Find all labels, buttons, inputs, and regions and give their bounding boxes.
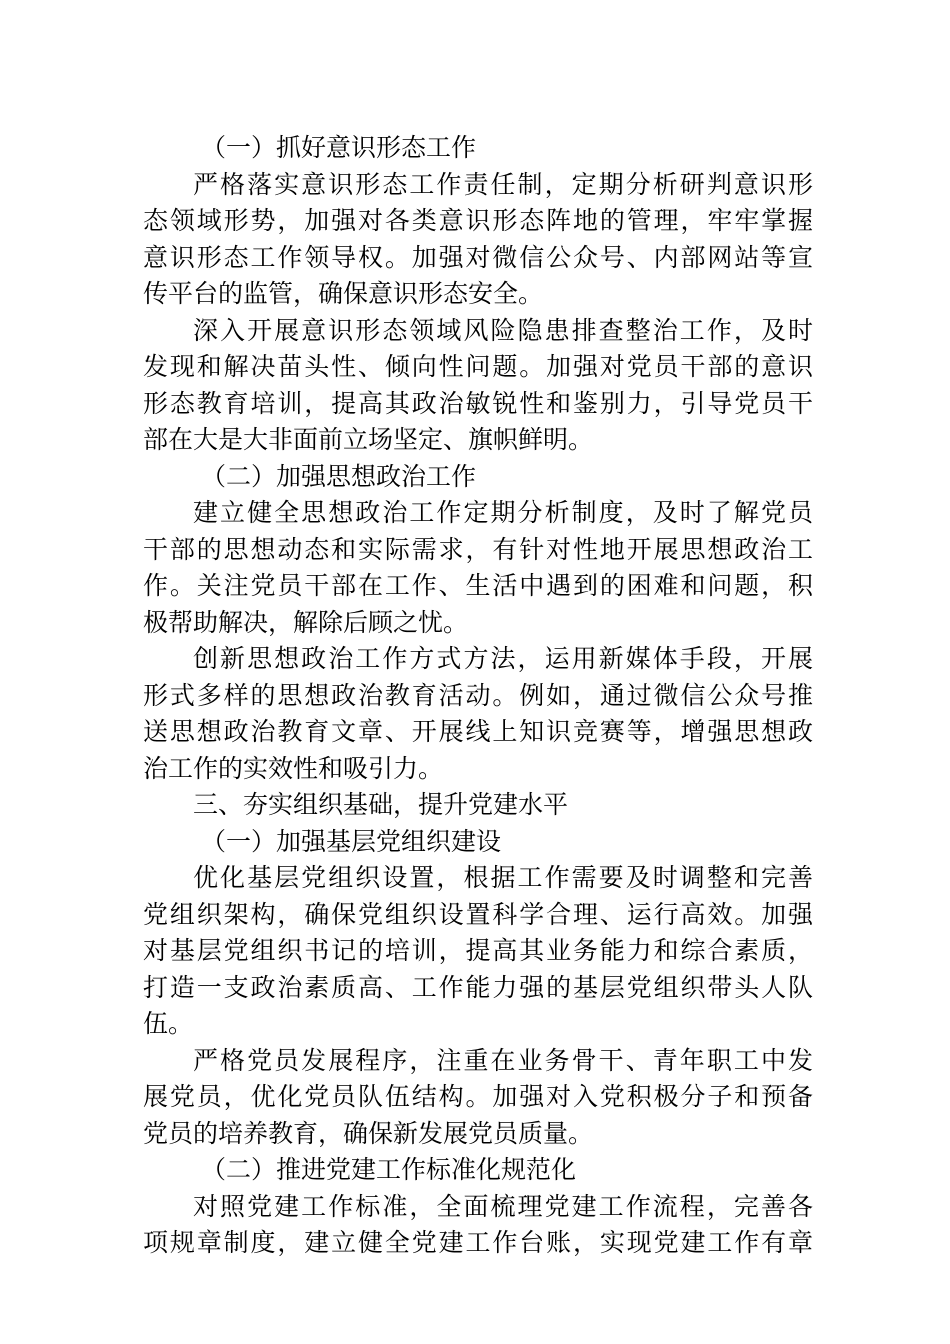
text-line: 党组织架构，确保党组织设置科学合理、运行高效。加强 [143,899,813,929]
text-line: 对基层党组织书记的培训，提高其业务能力和综合素质， [143,936,813,965]
text-line: 形态教育培训，提高其政治敏锐性和鉴别力，引导党员干 [143,388,813,418]
paragraph-first-line: 深入开展意识形态领域风险隐患排查整治工作，及时 [193,315,813,345]
paragraph-first-line: 严格党员发展程序，注重在业务骨干、青年职工中发 [193,1045,813,1075]
paragraph-first-line: 严格落实意识形态工作责任制，定期分析研判意识形 [193,169,813,199]
document-body [143,130,813,1262]
text-line: 展党员，优化党员队伍结构。加强对入党积极分子和预备 [143,1082,813,1111]
text-line: 传平台的监管，确保意识形态安全。 [143,279,544,308]
text-line: 党员的培养教育，确保新发展党员质量。 [143,1118,594,1148]
text-line: 形式多样的思想政治教育活动。例如，通过微信公众号推 [143,680,813,710]
text-line: 部在大是大非面前立场坚定、旗帜鲜明。 [143,425,594,454]
text-line: 极帮助解决，解除后顾之忧。 [143,607,469,637]
text-line: 干部的思想动态和实际需求，有针对性地开展思想政治工 [143,534,813,564]
paragraph-first-line: 建立健全思想政治工作定期分析制度，及时了解党员 [193,498,813,527]
text-line: 送思想政治教育文章、开展线上知识竞赛等，增强思想政 [143,717,813,746]
text-line: 打造一支政治素质高、工作能力强的基层党组织带头人队 [143,972,813,1002]
section-subheading: （一）抓好意识形态工作 [201,133,477,162]
text-line: 项规章制度，建立健全党建工作台账，实现党建工作有章 [143,1228,813,1257]
text-line: 伍。 [143,1009,194,1038]
text-line: 治工作的实效性和吸引力。 [143,753,444,783]
text-line: 作。关注党员干部在工作、生活中遇到的困难和问题，积 [143,571,813,600]
paragraph-first-line: 对照党建工作标准，全面梳理党建工作流程，完善各 [193,1191,813,1221]
text-line: 态领域形势，加强对各类意识形态阵地的管理，牢牢掌握 [143,206,813,235]
section-subheading: （一）加强基层党组织建设 [201,826,502,856]
section-heading: 三、夯实组织基础，提升党建水平 [193,790,569,819]
paragraph-first-line: 创新思想政治工作方式方法，运用新媒体手段，开展 [193,644,813,673]
section-subheading: （二）推进党建工作标准化规范化 [201,1155,577,1184]
text-line: 发现和解决苗头性、倾向性问题。加强对党员干部的意识 [143,352,813,381]
paragraph-first-line: 优化基层党组织设置，根据工作需要及时调整和完善 [193,863,813,892]
section-subheading: （二）加强思想政治工作 [201,461,477,491]
text-line: 意识形态工作领导权。加强对微信公众号、内部网站等宣 [143,242,813,272]
